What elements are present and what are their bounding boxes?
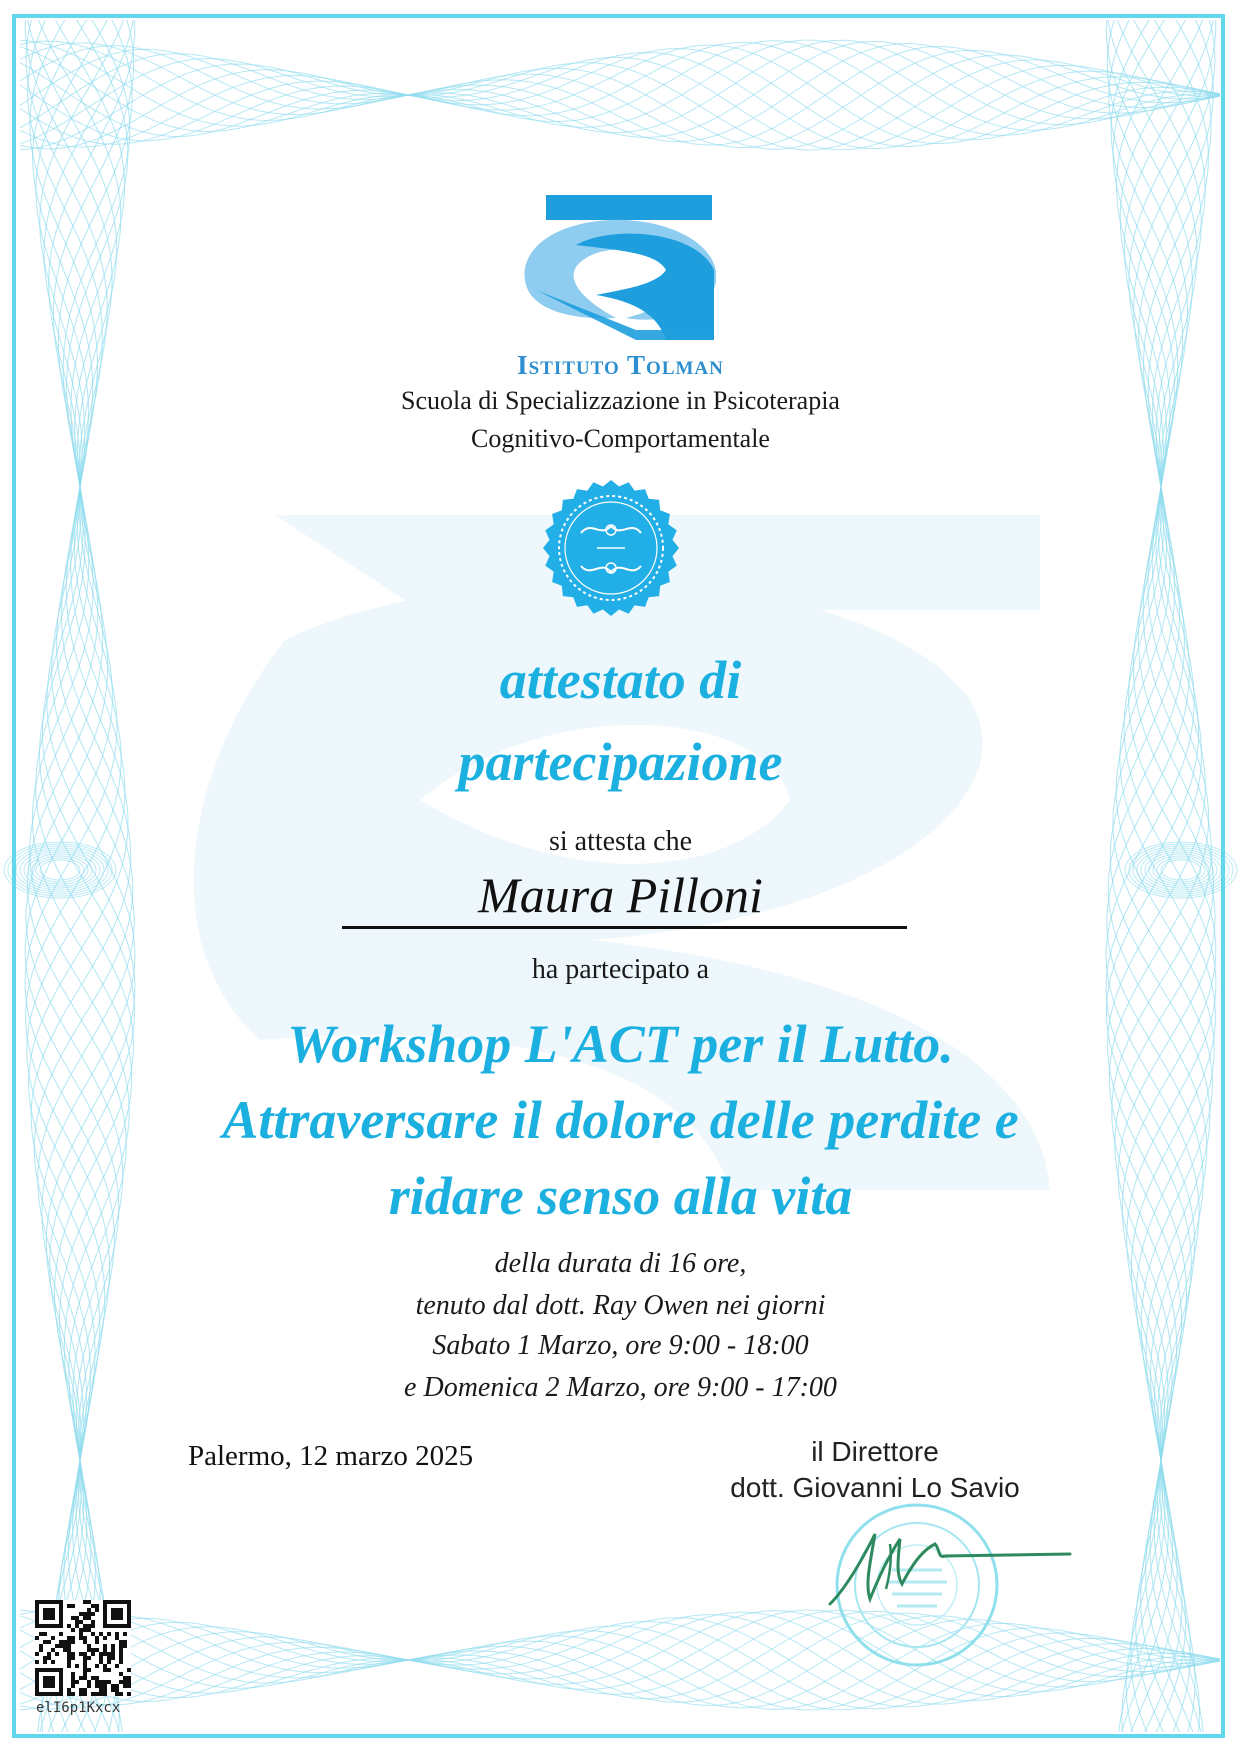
certificate-title-line1: attestato di: [499, 650, 742, 710]
director-signature: [820, 1504, 1080, 1614]
verification-code: elI6p1Kxcx: [36, 1700, 121, 1716]
qr-code: [35, 1600, 131, 1696]
attesta-text: si attesta che: [548, 826, 693, 857]
school-name-line2: Cognitivo-Comportamentale: [471, 424, 770, 453]
decorative-seal-icon: [541, 478, 681, 618]
duration-text: della durata di 16 ore,: [494, 1248, 747, 1279]
date-line1: Sabato 1 Marzo, ore 9:00 - 18:00: [432, 1330, 809, 1361]
recipient-name: Maura Pilloni: [478, 867, 763, 923]
instructor-text: tenuto dal dott. Ray Owen nei giorni: [415, 1290, 826, 1321]
participated-text: ha partecipato a: [531, 954, 710, 985]
course-title-line3: ridare senso alla vita: [388, 1166, 853, 1226]
place-and-date: Palermo, 12 marzo 2025: [188, 1440, 474, 1472]
director-title: il Direttore: [811, 1436, 939, 1467]
course-title-line2: Attraversare il dolore delle perdite e: [222, 1090, 1019, 1150]
director-name: dott. Giovanni Lo Savio: [730, 1472, 1020, 1503]
school-name-line1: Scuola di Specializzazione in Psicoterapia: [401, 386, 840, 415]
logo-name: Istituto Tolman: [517, 350, 724, 380]
certificate-title-line2: partecipazione: [458, 732, 783, 792]
course-title-line1: Workshop L'ACT per il Lutto.: [287, 1014, 954, 1074]
date-line2: e Domenica 2 Marzo, ore 9:00 - 17:00: [404, 1372, 837, 1403]
name-underline: [342, 926, 907, 929]
istituto-tolman-logo: [516, 190, 716, 350]
